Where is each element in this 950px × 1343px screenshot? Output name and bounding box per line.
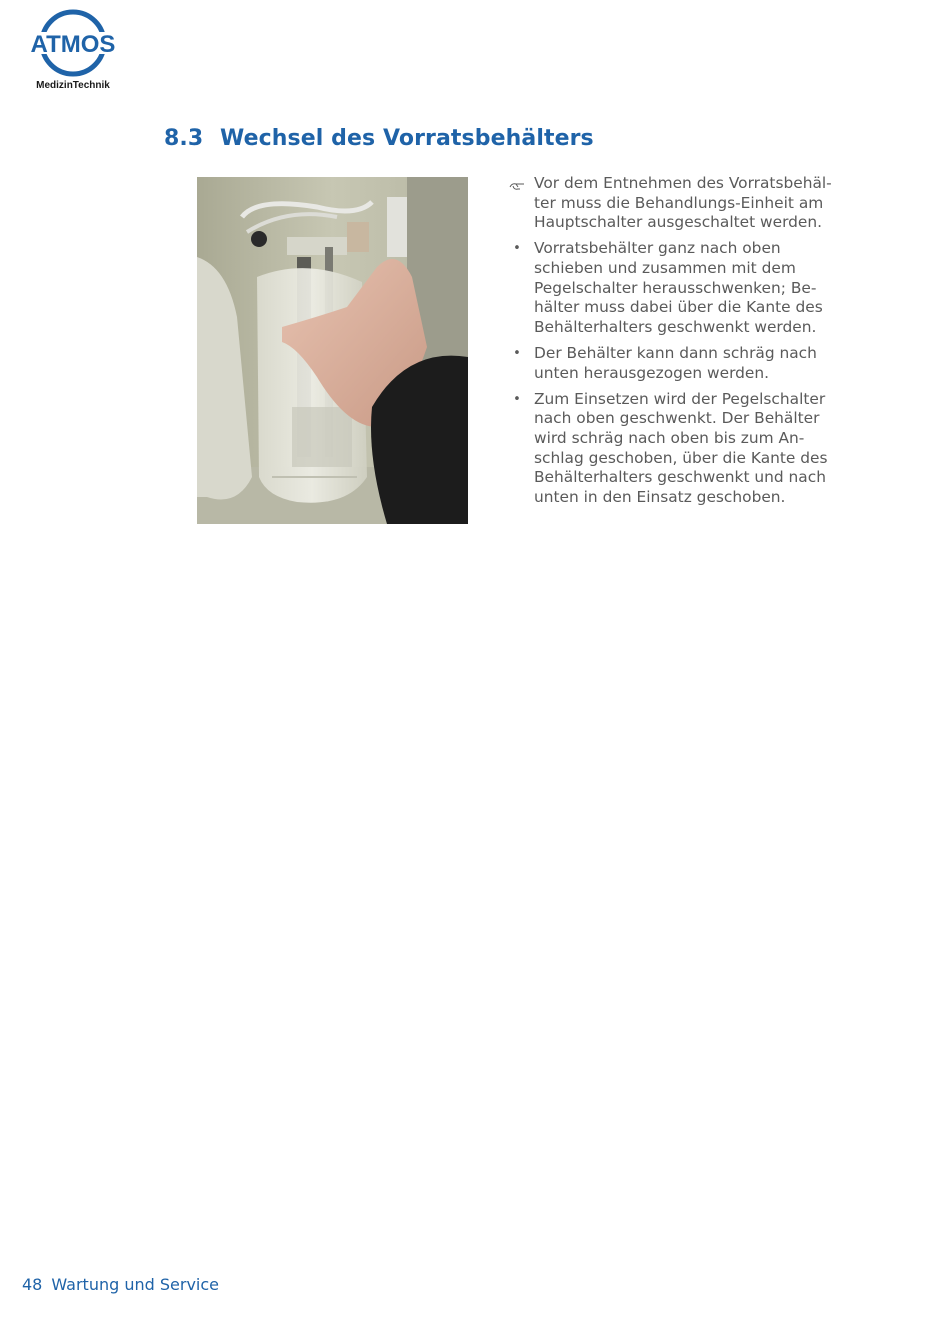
list-item	[506, 390, 841, 508]
section-title: Wechsel des Vorratsbehälters	[220, 126, 594, 151]
section-number: 8.3	[164, 126, 204, 151]
atmos-logo	[26, 8, 126, 94]
instruction-list	[506, 174, 841, 514]
instruction-text: Vorratsbehälter ganz nach oben schieben und zusammen mit dem Pegelschalter herausschwenken; Be- hälter muss dabei über die Kante des Behälterhalters geschwenkt werden.	[534, 239, 823, 336]
logo-subtitle: MedizinTechnik	[36, 80, 110, 91]
logo-text: ATMOS	[30, 31, 116, 58]
bullet-icon: •	[513, 391, 521, 407]
instruction-text: Vor dem Entnehmen des Vorratsbehäl- ter muss die Behandlungs-Einheit am Hauptschalter ausgeschaltet werden.	[534, 174, 832, 232]
footer-section-name: Wartung und Service	[51, 1275, 219, 1294]
atmos-logo-mark	[26, 8, 120, 80]
page-number: 48	[22, 1275, 43, 1294]
section-heading	[164, 126, 594, 151]
bullet-icon: •	[513, 345, 521, 361]
list-item	[506, 344, 841, 383]
instruction-text: Der Behälter kann dann schräg nach unten herausgezogen werden.	[534, 343, 817, 382]
container-photo	[197, 177, 468, 524]
list-item	[506, 174, 841, 233]
bullet-icon: •	[513, 241, 521, 257]
instruction-text: Zum Einsetzen wird der Pegelschalter nach oben geschwenkt. Der Behälter wird schräg nach oben bis zum An- schlag geschoben, über die Kante des Behälterhalters geschwenkt und nach unten in den Einsatz geschoben.	[534, 389, 828, 506]
page-footer	[22, 1275, 219, 1294]
list-item	[506, 239, 841, 337]
hand-pointer-icon	[506, 178, 528, 198]
